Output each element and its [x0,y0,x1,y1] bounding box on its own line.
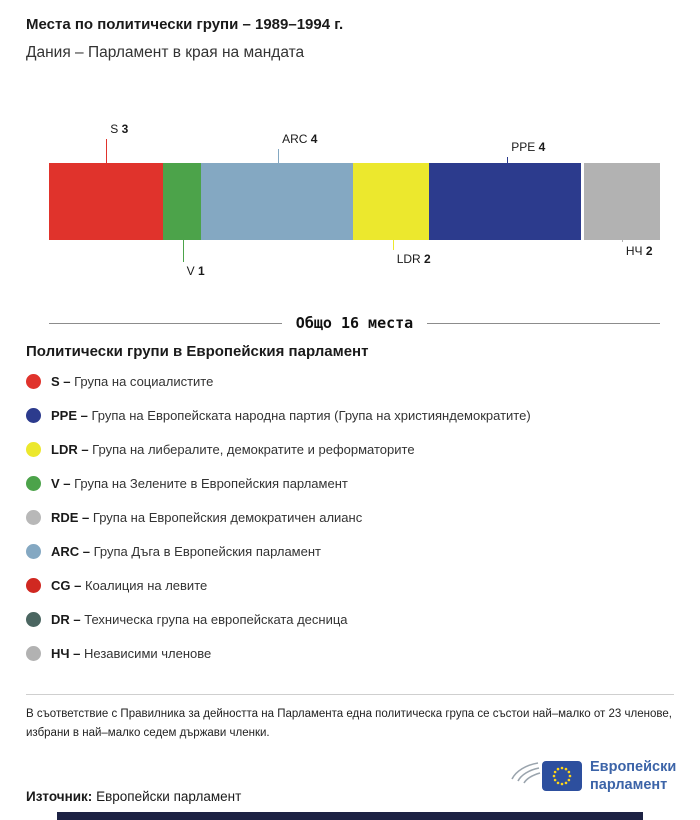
legend-dot-v [26,476,41,491]
legend-dot-ppe [26,408,41,423]
total-rule-right [427,323,660,324]
legend-dot-ldr [26,442,41,457]
seat-bar [49,163,660,240]
chart-area [49,119,660,284]
page-subtitle: Дания – Парламент в края на мандата [26,44,305,61]
legend-label-v: V – Група на Зелените в Европейския парламент [51,475,348,491]
legend-label-cg: CG – Коалиция на левите [51,577,208,593]
source-label: Източник: [26,789,93,804]
bar-label-ldr: LDR 2 [396,252,431,266]
legend-item-v [26,466,674,500]
footnote-text: В съответствие с Правилника за дейността на Парламента една политическа група се състои най–малко от 23 членове, избрани в най–малко седем държави членки. [26,708,672,739]
legend-dot-ni [26,646,41,661]
legend-item-s [26,364,674,398]
bar-segment-arc[interactable] [201,163,353,240]
total-row [49,314,660,332]
legend-dot-s [26,374,41,389]
footnote-divider [26,694,674,695]
legend-label-ni: НЧ – Независими членове [51,645,212,661]
ep-logo[interactable] [508,756,676,796]
bottom-dark-bar [57,812,643,820]
bar-label-s: S 3 [110,122,129,136]
legend-label-arc: ARC – Група Дъга в Европейския парламент [51,543,321,559]
legend-label-ppe: PPE – Група на Европейската народна партия (Група на християндемократите) [51,407,531,423]
total-seats-label: Общо 16 места [295,314,414,332]
source-line [26,789,241,804]
legend-heading: Политически групи в Европейския парламент [26,343,369,360]
header [26,16,674,62]
ep-flag-icon [508,756,584,796]
legend-dot-dr [26,612,41,627]
legend-label-dr: DR – Техническа група на европейската десница [51,611,348,627]
bar-segment-s[interactable] [49,163,163,240]
page-title: Места по политически групи – 1989–1994 г. [26,16,344,33]
bar-label-line-ni [622,240,623,242]
bar-label-line-ppe [507,157,508,163]
legend-item-dr [26,602,674,636]
source-value: Европейски парламент [96,789,242,804]
legend-item-arc [26,534,674,568]
bar-label-ni: НЧ 2 [625,244,653,258]
legend-label-ldr: LDR – Група на либералите, демократите и реформаторите [51,441,415,457]
bar-label-arc: ARC 4 [282,132,318,146]
bar-label-line-arc [278,149,279,163]
legend-label-s: S – Група на социалистите [51,373,214,389]
legend-list [26,364,674,670]
ep-logo-line1: Европейски [590,758,677,775]
legend-dot-arc [26,544,41,559]
bar-label-ppe: PPE 4 [511,140,546,154]
bar-segment-ni[interactable] [584,163,660,240]
legend-item-cg [26,568,674,602]
ep-logo-text [590,758,676,794]
bar-segment-ppe[interactable] [429,163,581,240]
legend-item-ldr [26,432,674,466]
legend-item-ni [26,636,674,670]
total-rule-left [49,323,282,324]
bar-segment-v[interactable] [163,163,201,240]
legend-item-rde [26,500,674,534]
legend-dot-rde [26,510,41,525]
bar-segment-ldr[interactable] [353,163,429,240]
ep-logo-line2: парламент [590,777,668,793]
bar-label-line-s [106,139,107,163]
bar-label-line-ldr [393,240,394,250]
legend-label-rde: RDE – Група на Европейския демократичен алианс [51,509,363,525]
legend-dot-cg [26,578,41,593]
legend-item-ppe [26,398,674,432]
bar-label-line-v [183,240,184,262]
bar-label-v: V 1 [186,264,205,278]
